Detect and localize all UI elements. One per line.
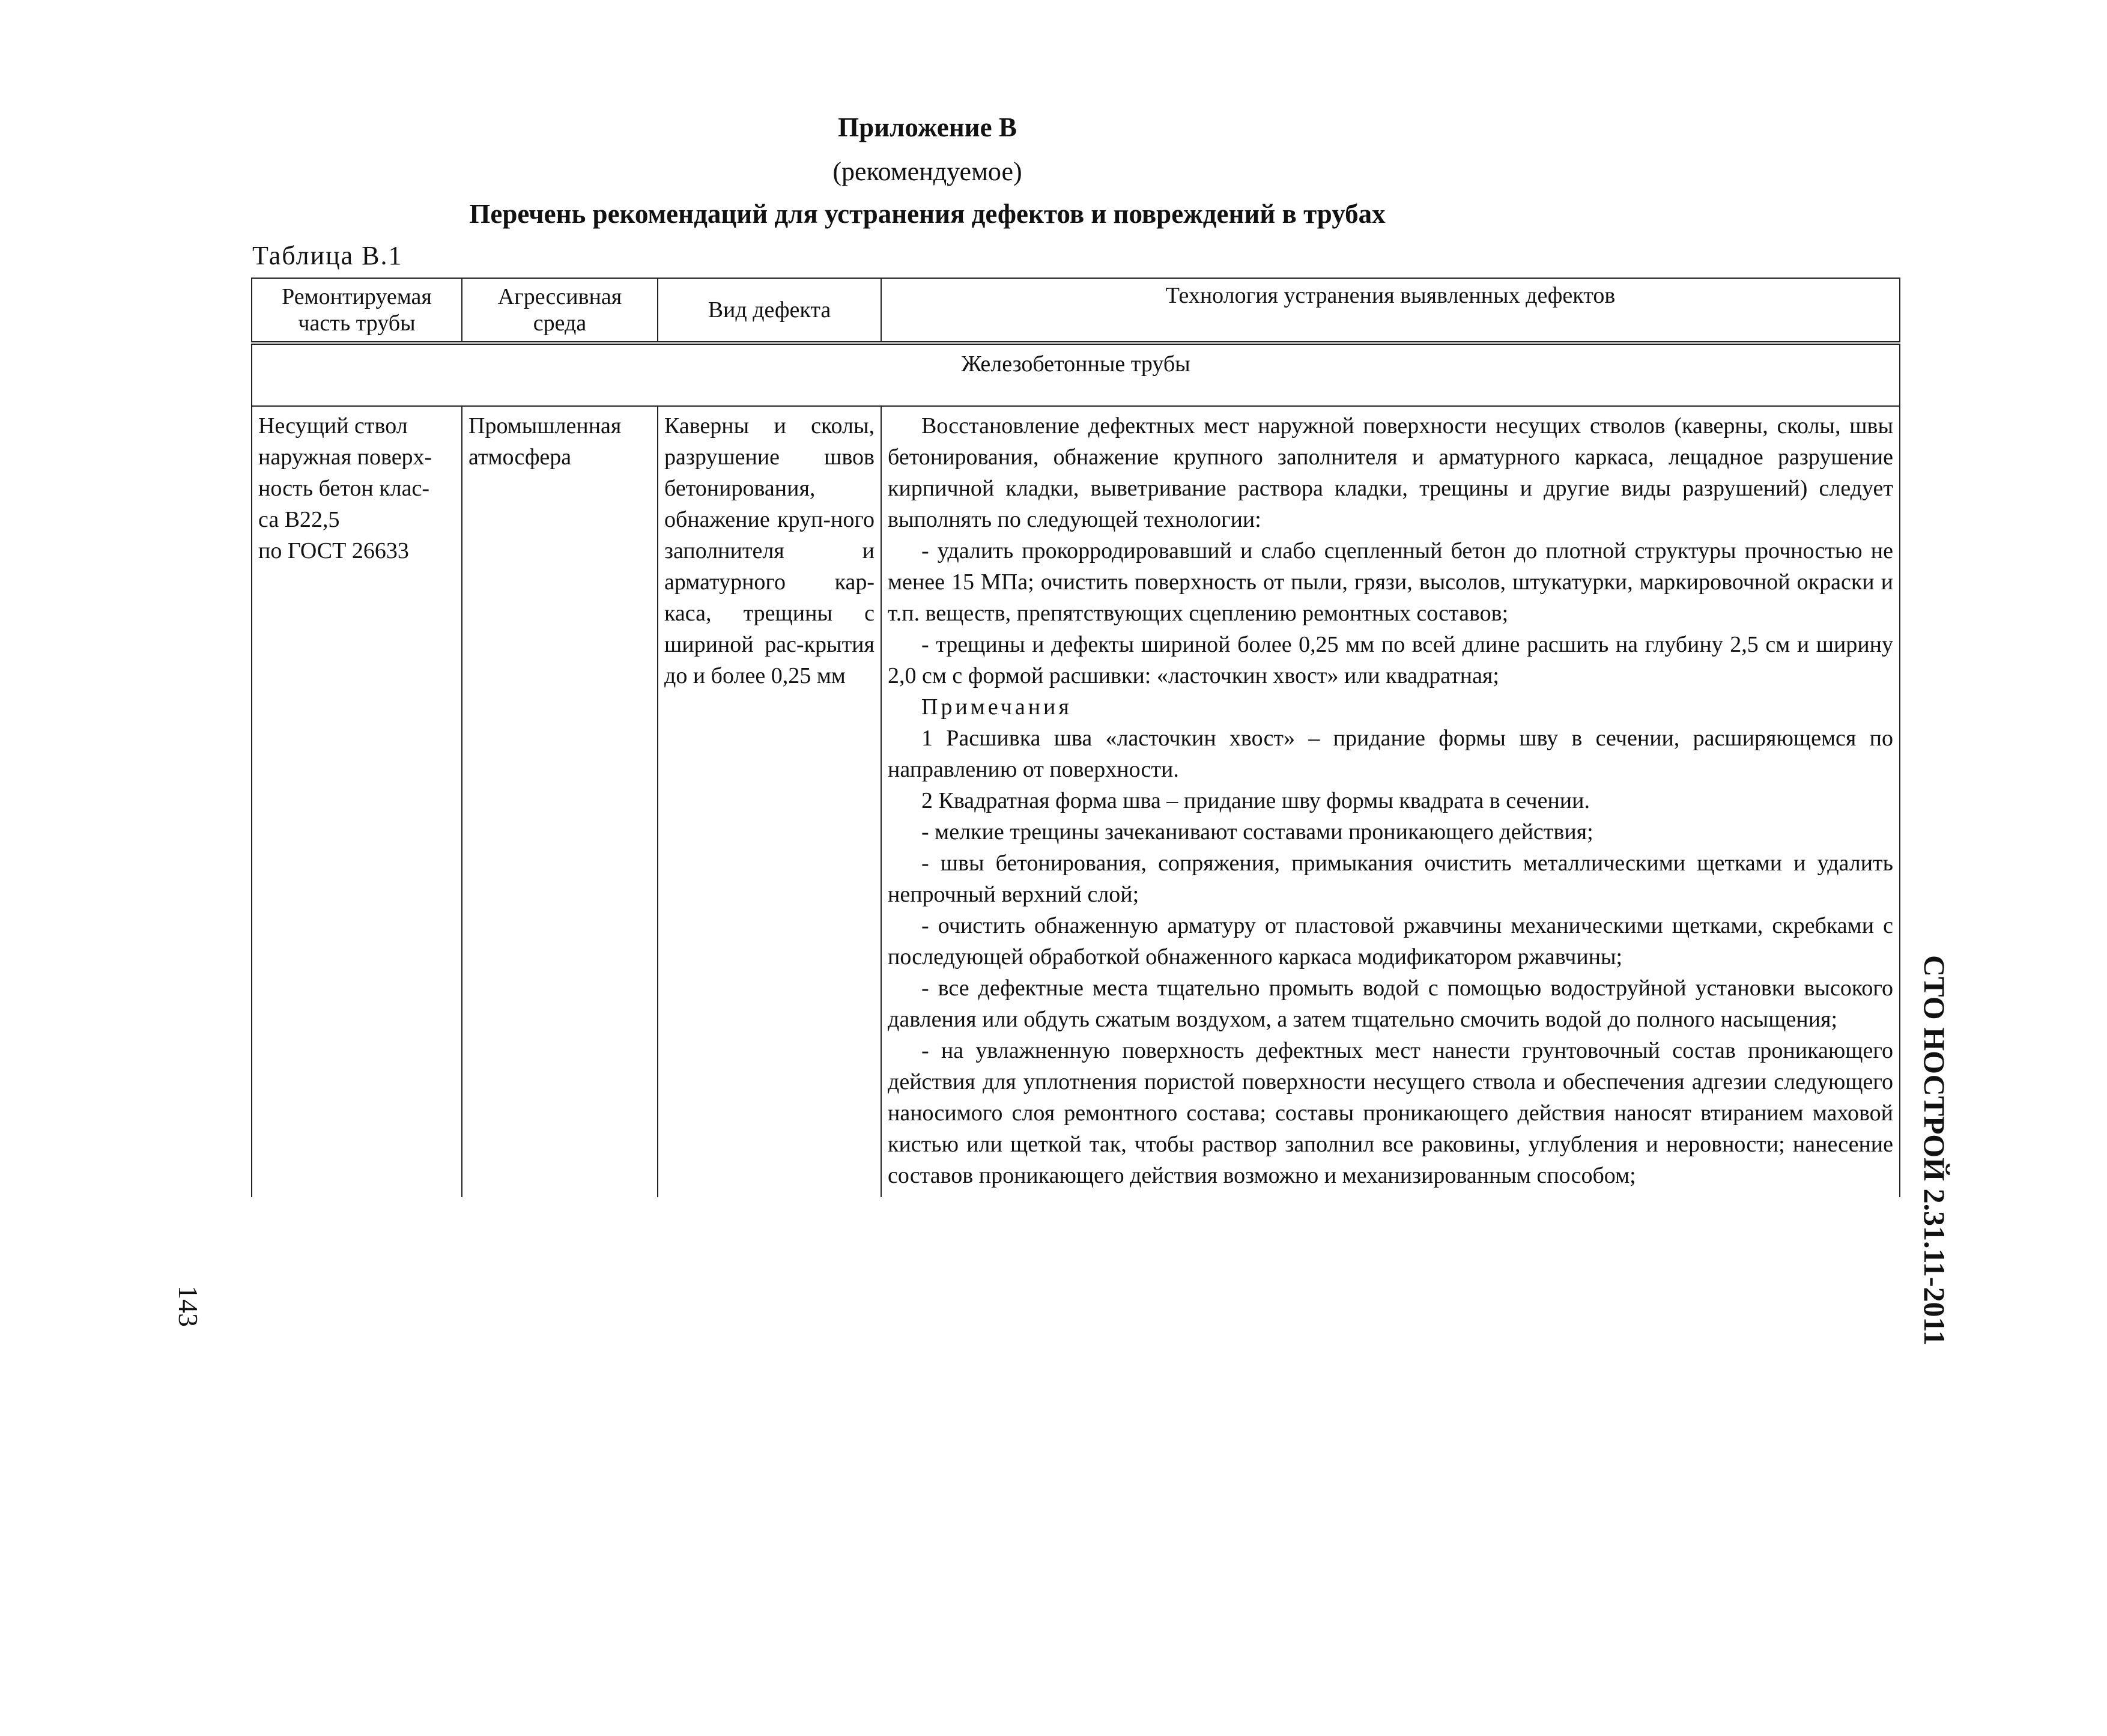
header-repaired-part: Ремонтируемая часть трубы [252,278,462,343]
technology-paragraph: - все дефектные места тщательно промыть водой с помощью водоструйной установки высокого давления или обдуть сжатым воздухом, а затем тщательно смочить водой до полного насыщения; [888,976,1893,1032]
technology-paragraph: - на увлажненную поверхность дефектных мест нанести грунтовочный состав проникающего действия для уплотнения пористой поверхности несущего ствола и обеспечения адгезии следующего наносимого слоя ремонтного состава; составы проникающего действия наносят втиранием маховой кистью или щеткой так, чтобы раствор заполнил все раковины, углубления и неровности; нанесение составов проникающего действия возможно и механизированным способом; [888,1038,1893,1188]
technology-paragraph: - очистить обнаженную арматуру от пластовой ржавчины механическими щетками, скребками с последующей обработкой обнаженного каркаса модификатором ржавчины; [888,913,1893,970]
technology-paragraph: - трещины и дефекты шириной более 0,25 мм по всей длине расшить на глубину 2,5 см и ширину 2,0 см с формой расшивки: «ласточкин хвост» или квадратная; [888,632,1893,688]
technology-paragraph: Восстановление дефектных мест наружной поверхности несущих стволов (каверны, сколы, швы бетонирования, обнажение крупного заполнителя и арматурного каркаса, лещадное разрушение кирпичной кладки, выветривание раствора кладки, трещины и другие виды разрушений) следует выполнять по следующей технологии: [888,413,1893,532]
table-header-row [252,278,1900,343]
group-label: Железобетонные трубы [252,343,1900,406]
note-item: 1 Расшивка шва «ласточкин хвост» – придание формы шву в сечении, расширяющемся по направлению от поверхности. [888,726,1893,782]
page-number: 143 [173,1285,204,1327]
document-code: СТО НОСТРОЙ 2.31.11-2011 [1918,955,1951,1346]
appendix-heading: Приложение В [838,112,1017,142]
cell-repaired-part: Несущий ствол наружная поверх- ность бетон клас- са В22,5 по ГОСТ 26633 [252,406,462,1197]
header-aggressive-environment: Агрессивная среда [462,278,658,343]
technology-paragraph: - швы бетонирования, сопряжения, примыкания очистить металлическими щетками и удалить непрочный верхний слой; [888,851,1893,907]
technology-paragraph: - удалить прокорродировавший и слабо сцепленный бетон до плотной структуры прочностью не менее 15 МПа; очистить поверхность от пыли, грязи, высолов, штукатурки, маркировочной окраски и т.п. веществ, препятствующих сцеплению ремонтных составов; [888,538,1893,626]
note-item: 2 Квадратная форма шва – придание шву формы квадрата в сечении. [921,788,1590,813]
notes-heading: Примечания [921,694,1072,720]
cell-technology [881,406,1900,1197]
header-technology: Технология устранения выявленных дефектов [881,278,1900,343]
table-caption: Таблица В.1 [252,241,403,270]
defects-table [251,278,1900,1197]
table-group-row [252,343,1900,406]
table-row [252,406,1900,1197]
cell-defect-type: Каверны и сколы, разрушение швов бетонирования, обнажение круп-ного заполнителя и арматурного кар-каса, трещины с шириной рас-крытия до и более 0,25 мм [658,406,881,1197]
appendix-status: (рекомендуемое) [832,157,1022,186]
header-defect-type: Вид дефекта [658,278,881,343]
technology-paragraph: - мелкие трещины зачеканивают составами проникающего действия; [921,819,1593,845]
cell-environment: Промышленная атмосфера [462,406,658,1197]
appendix-title: Перечень рекомендаций для устранения дефектов и повреждений в трубах [469,199,1386,229]
